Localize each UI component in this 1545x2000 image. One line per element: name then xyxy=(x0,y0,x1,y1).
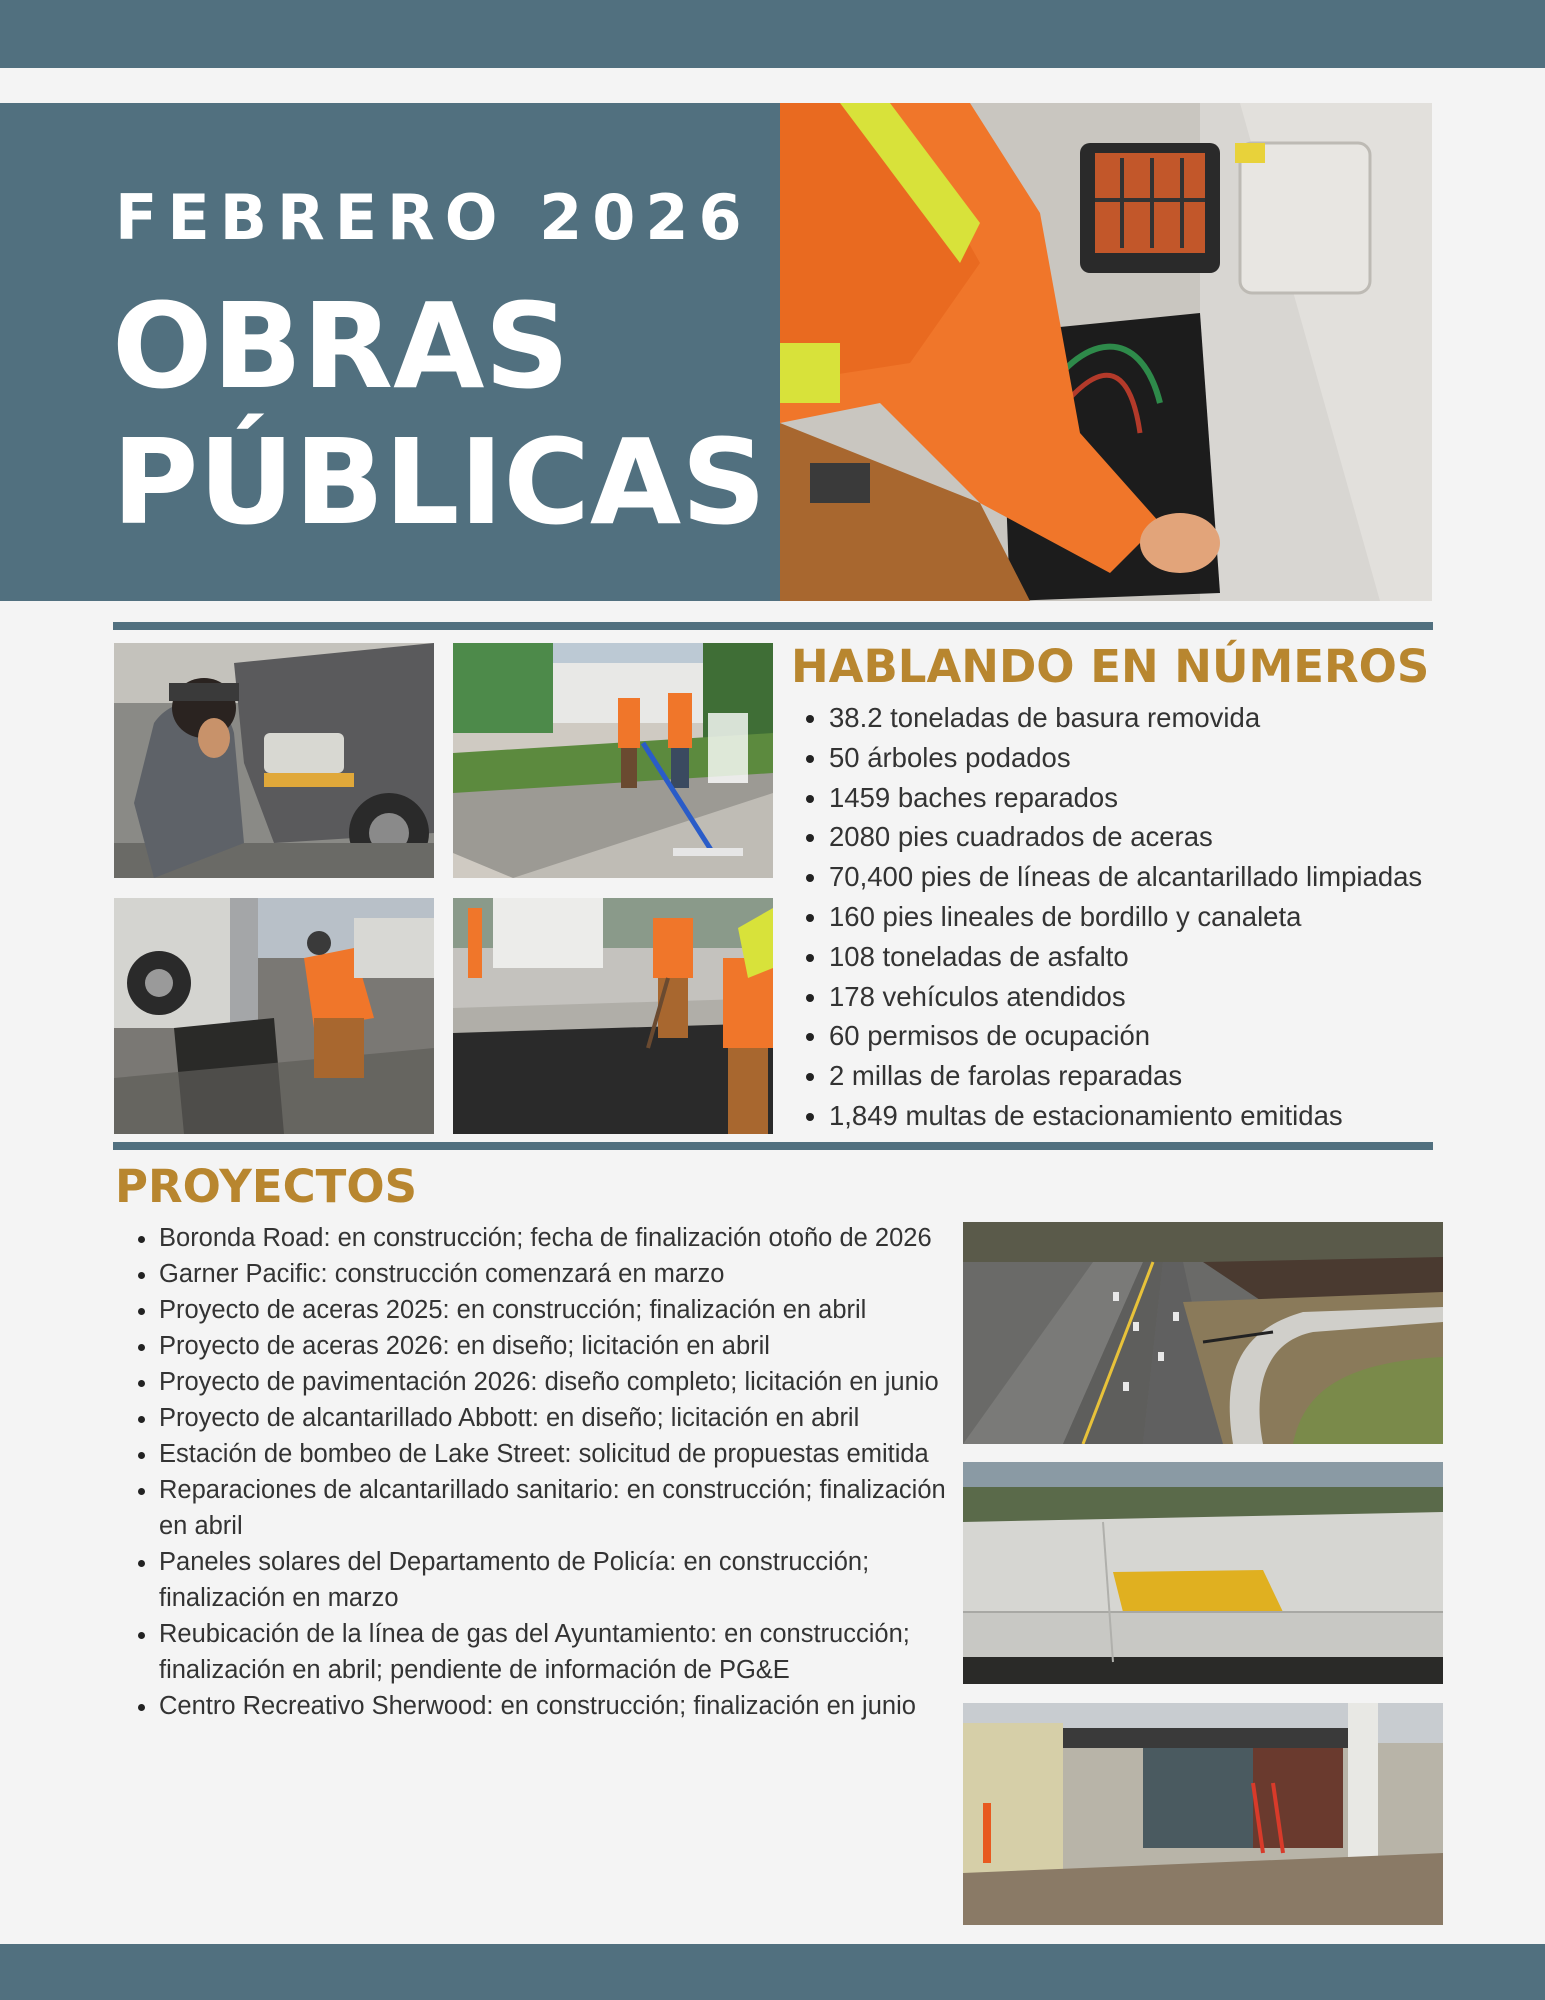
project-item: • Boronda Road: en construcción; fecha de finalización otoño de 2026 xyxy=(159,1220,959,1256)
project-item: • Estación de bombeo de Lake Street: solicitud de propuestas emitida xyxy=(159,1436,959,1472)
photo-recreation-center-construction xyxy=(963,1703,1443,1925)
page-title-line-2: PÚBLICAS xyxy=(112,413,767,551)
project-item: • Garner Pacific: construcción comenzará en marzo xyxy=(159,1256,959,1292)
stats-item: • 160 pies lineales de bordillo y canaleta xyxy=(829,897,1545,937)
photo-mechanic-vehicle xyxy=(114,643,434,878)
stats-item: • 108 toneladas de asfalto xyxy=(829,937,1545,977)
project-item: • Paneles solares del Departamento de Policía: en construcción; finalización en marzo xyxy=(159,1544,959,1616)
title-block xyxy=(0,103,780,601)
top-banner xyxy=(0,0,1545,68)
hero-photo-electrical-worker xyxy=(780,103,1432,601)
project-item: • Centro Recreativo Sherwood: en construcción; finalización en junio xyxy=(159,1688,959,1724)
bottom-banner xyxy=(0,1944,1545,2000)
projects-heading: PROYECTOS xyxy=(115,1160,417,1213)
project-item: • Proyecto de aceras 2026: en diseño; licitación en abril xyxy=(159,1328,959,1364)
stats-item: • 178 vehículos atendidos xyxy=(829,977,1545,1017)
stats-item: • 70,400 pies de líneas de alcantarillado limpiadas xyxy=(829,857,1545,897)
photo-road-intersection-aerial xyxy=(963,1222,1443,1444)
stats-list xyxy=(800,698,1545,1136)
stats-item: • 60 permisos de ocupación xyxy=(829,1016,1545,1056)
stats-item: • 2 millas de farolas reparadas xyxy=(829,1056,1545,1096)
issue-month: FEBRERO 2026 xyxy=(115,181,752,254)
page-title xyxy=(112,278,772,550)
stats-item: • 1459 baches reparados xyxy=(829,778,1545,818)
stats-heading: HABLANDO EN NÚMEROS xyxy=(791,640,1430,693)
section-divider xyxy=(113,622,1433,630)
page-title-line-1: OBRAS xyxy=(112,277,570,415)
stats-item: • 2080 pies cuadrados de aceras xyxy=(829,817,1545,857)
photo-asphalt-paving xyxy=(453,898,773,1134)
stats-item: • 50 árboles podados xyxy=(829,738,1545,778)
stats-item: • 38.2 toneladas de basura removida xyxy=(829,698,1545,738)
photo-street-drain-worker xyxy=(114,898,434,1134)
project-item: • Proyecto de alcantarillado Abbott: en diseño; licitación en abril xyxy=(159,1400,959,1436)
stats-item: • 1,849 multas de estacionamiento emitidas xyxy=(829,1096,1545,1136)
project-item: • Proyecto de aceras 2025: en construcción; finalización en abril xyxy=(159,1292,959,1328)
photo-sidewalk-concrete xyxy=(453,643,773,878)
project-item: • Reubicación de la línea de gas del Ayuntamiento: en construcción; finalización en abril; pendiente de información de PG&E xyxy=(159,1616,959,1688)
projects-list xyxy=(130,1220,959,1724)
section-divider xyxy=(113,1142,1433,1150)
photo-curb-ramp xyxy=(963,1462,1443,1684)
project-item: • Proyecto de pavimentación 2026: diseño completo; licitación en junio xyxy=(159,1364,959,1400)
project-item: • Reparaciones de alcantarillado sanitario: en construcción; finalización en abril xyxy=(159,1472,959,1544)
